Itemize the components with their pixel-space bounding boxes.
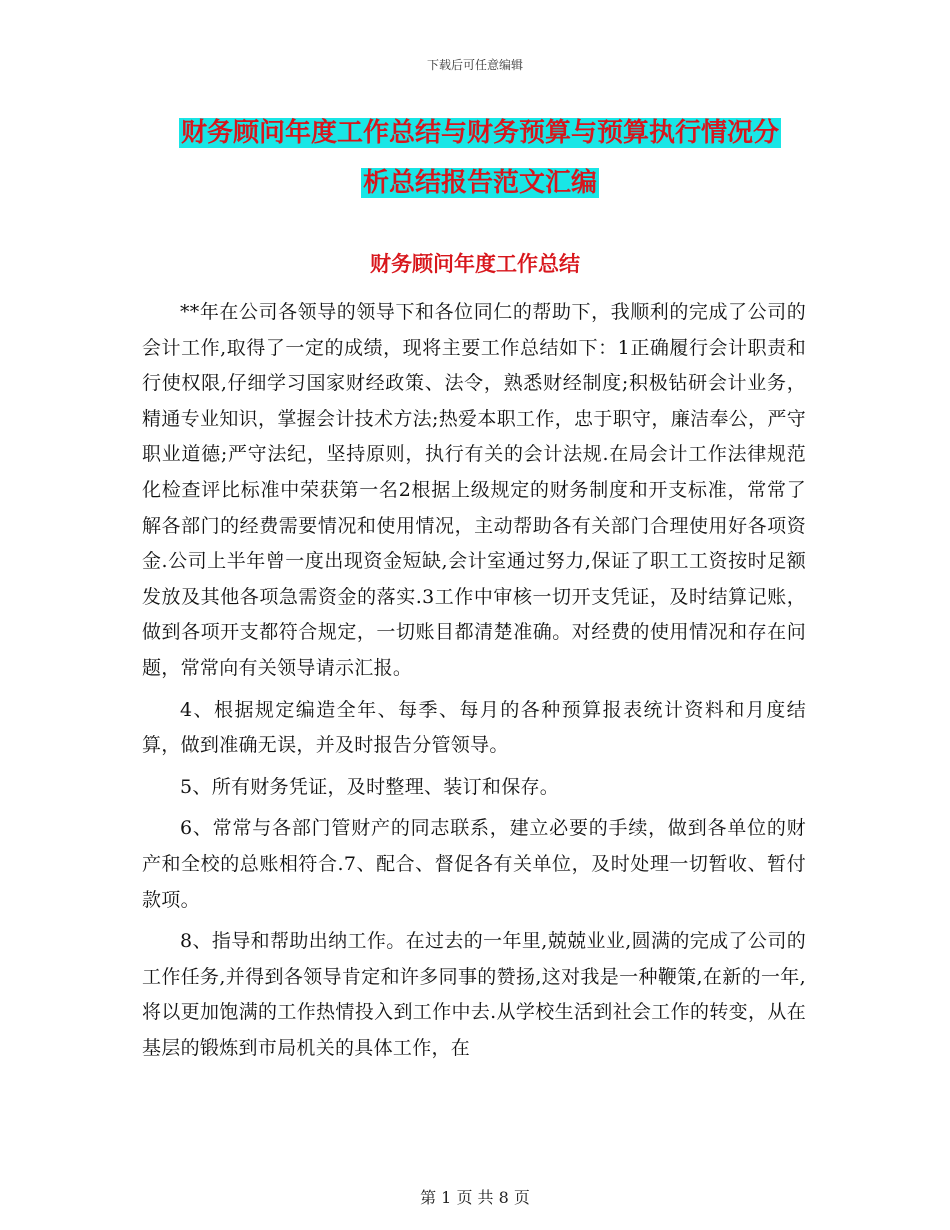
paragraph: 4、根据规定编造全年、每季、每月的各种预算报表统计资料和月度结算，做到准确无误，并及时报告分管领导。 bbox=[142, 698, 806, 757]
header-note: 下载后可任意编辑 bbox=[426, 58, 523, 72]
title-line-2: 析总结报告范文汇编 bbox=[362, 168, 597, 198]
paragraph: 6、常常与各部门管财产的同志联系，建立必要的手续，做到各单位的财产和全校的总账相符合.7、配合、督促各有关单位，及时处理一切暂收、暂付款项。 bbox=[142, 817, 806, 911]
document-title bbox=[150, 108, 810, 208]
page-indicator: 第 1 页 共 8 页 bbox=[420, 1188, 530, 1207]
document-body bbox=[142, 295, 806, 1072]
paragraph: 8、指导和帮助出纳工作。在过去的一年里,兢兢业业,圆满的完成了公司的工作任务,并得到各领导肯定和许多同事的赞扬,这对我是一种鞭策,在新的一年,将以更加饱满的工作热情投入到工作中去.从学校生活到社会工作的转变，从在基层的锻炼到市局机关的具体工作，在 bbox=[142, 930, 806, 1059]
title-line-1: 财务顾问年度工作总结与财务预算与预算执行情况分 bbox=[180, 118, 779, 148]
section-title: 财务顾问年度工作总结 bbox=[370, 251, 580, 276]
paragraph: 5、所有财务凭证，及时整理、装订和保存。 bbox=[180, 775, 560, 798]
paragraph: **年在公司各领导的领导下和各位同仁的帮助下，我顺利的完成了公司的会计工作,取得了一定的成绩，现将主要工作总结如下：1正确履行会计职责和行使权限,仔细学习国家财经政策、法令，熟悉财经制度;积极钻研会计业务，精通专业知识，掌握会计技术方法;热爱本职工作，忠于职守，廉洁奉公，严守职业道德;严守法纪，坚持原则，执行有关的会计法规.在局会计工作法律规范化检查评比标准中荣获第一名2根据上级规定的财务制度和开支标准，常常了解各部门的经费需要情况和使用情况，主动帮助各有关部门合理使用好各项资金.公司上半年曾一度出现资金短缺,会计室通过努力,保证了职工工资按时足额发放及其他各项急需资金的落实.3工作中审核一切开支凭证，及时结算记账，做到各项开支都符合规定，一切账目都清楚准确。对经费的使用情况和存在问题，常常向有关领导请示汇报。 bbox=[142, 301, 806, 679]
